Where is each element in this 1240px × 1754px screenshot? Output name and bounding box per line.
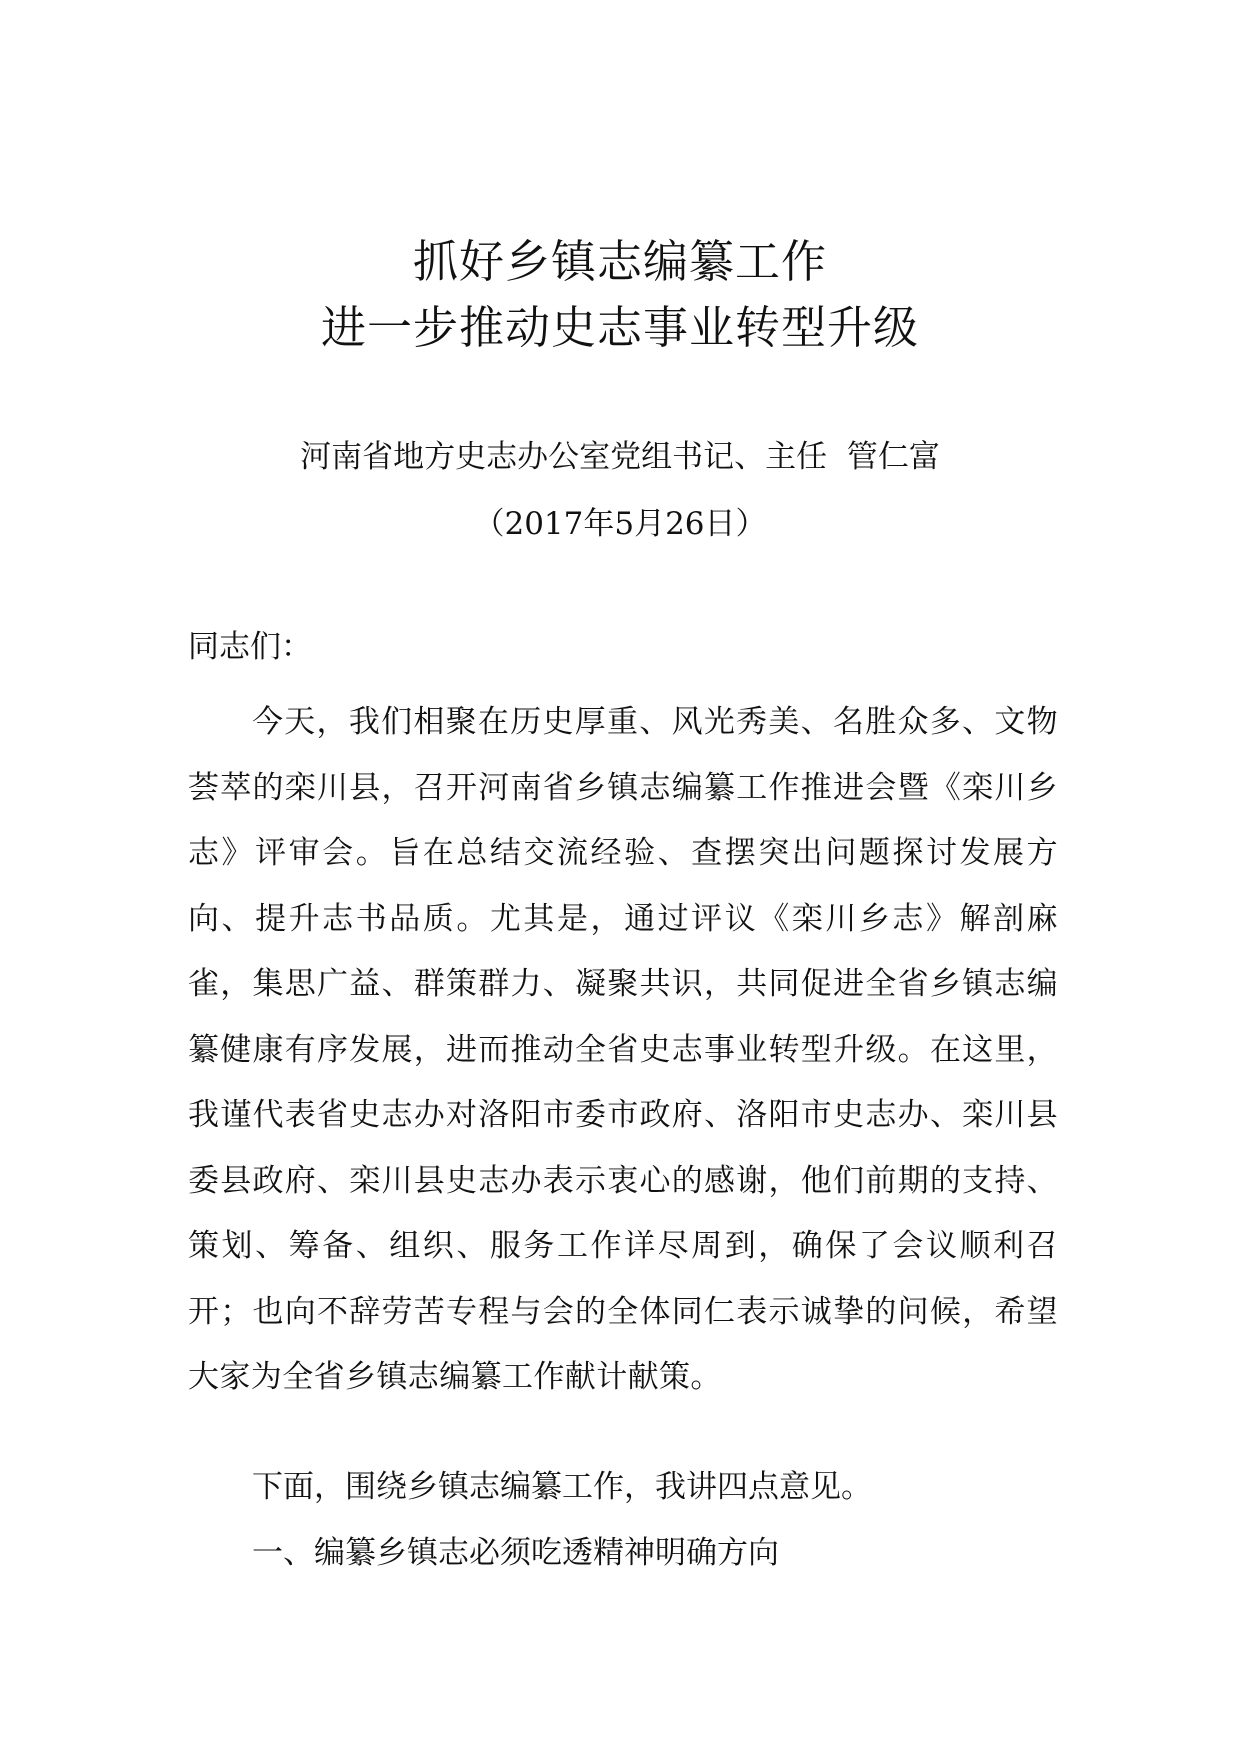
paragraph-outline: 下面，围绕乡镇志编纂工作，我讲四点意见。 [252,1469,872,1505]
author-line: 河南省地方史志办公室党组书记、主任 管仁富 [300,439,940,475]
title-line-2: 进一步推动史志事业转型升级 [320,301,919,354]
salutation: 同志们： [188,629,312,665]
section-heading-1: 一、编纂乡镇志必须吃透精神明确方向 [252,1535,779,1571]
paragraph-opening: 今天，我们相聚在历史厚重、风光秀美、名胜众多、文物荟萃的栾川县，召开河南省乡镇志编纂工作推进会暨《栾川乡志》评审会。旨在总结交流经验、查摆突出问题探讨发展方向、提升志书品质。尤其是，通过评议《栾川乡志》解剖麻雀，集思广益、群策群力、凝聚共识，共同促进全省乡镇志编纂健康有序发展，进而推动全省史志事业转型升级。在这里，我谨代表省史志办对洛阳市委市政府、洛阳市史志办、栾川县委县政府、栾川县史志办表示衷心的感谢，他们前期的支持、策划、筹备、组织、服务工作详尽周到，确保了会议顺利召开；也向不辞劳苦专程与会的全体同仁表示诚挚的问候，希望大家为全省乡镇志编纂工作献计献策。 [188,704,1058,1395]
date-line: （2017年5月26日） [473,506,767,542]
title-line-1: 抓好乡镇志编纂工作 [412,235,827,288]
